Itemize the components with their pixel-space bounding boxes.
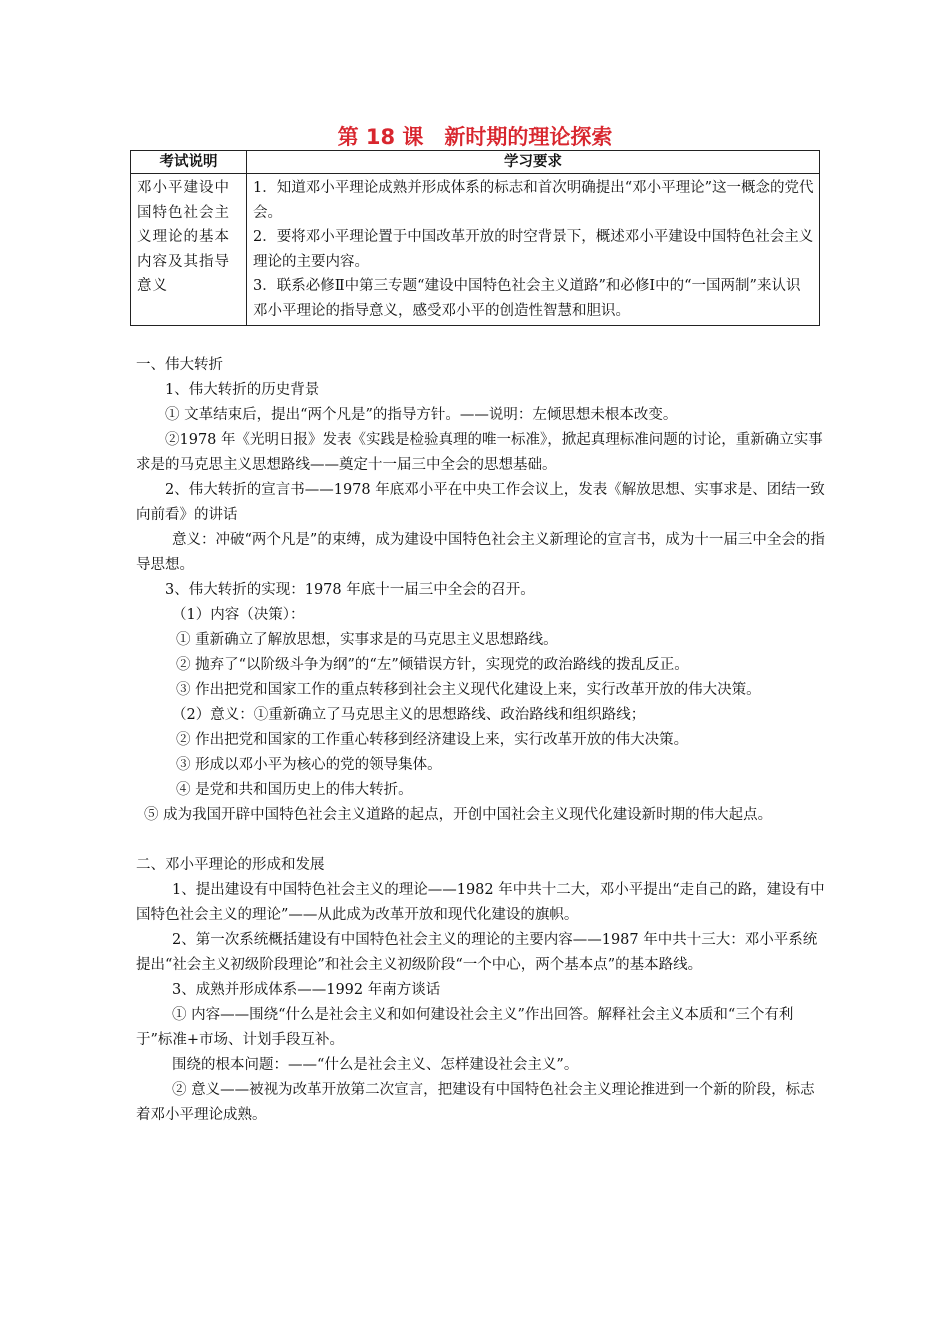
paragraph: ④ 是党和共和国历史上的伟大转折。 <box>176 782 413 798</box>
paragraph <box>136 928 826 978</box>
paragraph-text: 2、第一次系统概括建设有中国特色社会主义的理论的主要内容——1987 年中共十三大：邓小平系统提出“社会主义初级阶段理论”和社会主义初级阶段“一个中心，两个基本点”的基本路线。 <box>136 932 818 973</box>
learning-requirements-cell <box>247 174 820 326</box>
paragraph-text: ②1978 年《光明日报》发表《实践是检验真理的唯一标准》，掀起真理标准问题的讨论，重新确立实事求是的马克思主义思想路线——奠定十一届三中全会的思想基础。 <box>136 432 823 473</box>
paragraph <box>136 678 826 703</box>
paragraph: ② 抛弃了“以阶级斗争为纲”的“左”倾错误方针，实现党的政治路线的拨乱反正。 <box>176 657 689 673</box>
paragraph: 3、成熟并形成体系——1992 年南方谈话 <box>172 982 441 998</box>
section-heading-2: 二、邓小平理论的形成和发展 <box>136 857 325 873</box>
paragraph-text: 2、伟大转折的宣言书——1978 年底邓小平在中央工作会议上，发表《解放思想、实事求是、团结一致向前看》的讲话 <box>136 482 825 523</box>
exam-description-cell: 邓小平建设中国特色社会主义理论的基本内容及其指导意义 <box>131 174 247 326</box>
paragraph: ② 作出把党和国家的工作重心转移到经济建设上来，实行改革开放的伟大决策。 <box>176 732 689 748</box>
paragraph-text: ③ 作出把党和国家工作的重点转移到社会主义现代化建设上来，实行改革开放的伟大决策。 <box>176 682 761 698</box>
paragraph <box>136 1003 826 1053</box>
spacer <box>136 828 826 853</box>
requirement-item-2: 2．要将邓小平理论置于中国改革开放的时空背景下，概述邓小平建设中国特色社会主义理论的主要内容。 <box>253 229 814 270</box>
requirement-item-1: 1．知道邓小平理论成熟并形成体系的标志和首次明确提出“邓小平理论”这一概念的党代会。 <box>253 180 814 221</box>
paragraph-text: 1、提出建设有中国特色社会主义的理论——1982 年中共十二大，邓小平提出“走自己的路，建设有中国特色社会主义的理论”——从此成为改革开放和现代化建设的旗帜。 <box>136 882 825 923</box>
paragraph: 围绕的根本问题：——“什么是社会主义、怎样建设社会主义”。 <box>172 1057 579 1073</box>
paragraph-text: ② 意义——被视为改革开放第二次宣言，把建设有中国特色社会主义理论推进到一个新的阶段，标志着邓小平理论成熟。 <box>136 1082 815 1123</box>
paragraph <box>136 428 826 478</box>
paragraph: 3、伟大转折的实现：1978 年底十一届三中全会的召开。 <box>165 582 535 598</box>
paragraph: ⑤ 成为我国开辟中国特色社会主义道路的起点，开创中国社会主义现代化建设新时期的伟大起点。 <box>144 807 773 823</box>
paragraph <box>136 1078 826 1128</box>
paragraph: （1）内容（决策）： <box>172 607 305 623</box>
header-learning-requirements: 学习要求 <box>247 151 820 174</box>
header-exam-description: 考试说明 <box>131 151 247 174</box>
paragraph: ① 文革结束后，提出“两个凡是”的指导方针。——说明：左倾思想未根本改变。 <box>165 407 678 423</box>
paragraph <box>136 528 826 578</box>
paragraph <box>136 478 826 528</box>
paragraph: （2）意义：①重新确立了马克思主义的思想路线、政治路线和组织路线； <box>172 707 646 723</box>
table-row <box>131 174 820 326</box>
requirements-table <box>130 150 820 326</box>
paragraph: ③ 形成以邓小平为核心的党的领导集体。 <box>176 757 442 773</box>
paragraph: ① 重新确立了解放思想，实事求是的马克思主义思想路线。 <box>176 632 558 648</box>
page-title: 第 18 课 新时期的理论探索 <box>337 125 613 149</box>
requirement-item-3: 3．联系必修Ⅱ中第三专题“建设中国特色社会主义道路”和必修Ⅰ中的“一国两制”来认识邓小平理论的指导意义，感受邓小平的创造性智慧和胆识。 <box>253 278 801 319</box>
paragraph-text: 意义：冲破“两个凡是”的束缚，成为建设中国特色社会主义新理论的宣言书，成为十一届三中全会的指导思想。 <box>136 532 825 573</box>
paragraph: 1、伟大转折的历史背景 <box>165 382 320 398</box>
table-header-row <box>131 151 820 174</box>
section-heading-1: 一、伟大转折 <box>136 357 223 373</box>
paragraph-text: ① 内容——围绕“什么是社会主义和如何建设社会主义”作出回答。解释社会主义本质和“三个有利于”标准+市场、计划手段互补。 <box>136 1007 794 1048</box>
paragraph <box>136 878 826 928</box>
lesson-body <box>136 353 826 1128</box>
